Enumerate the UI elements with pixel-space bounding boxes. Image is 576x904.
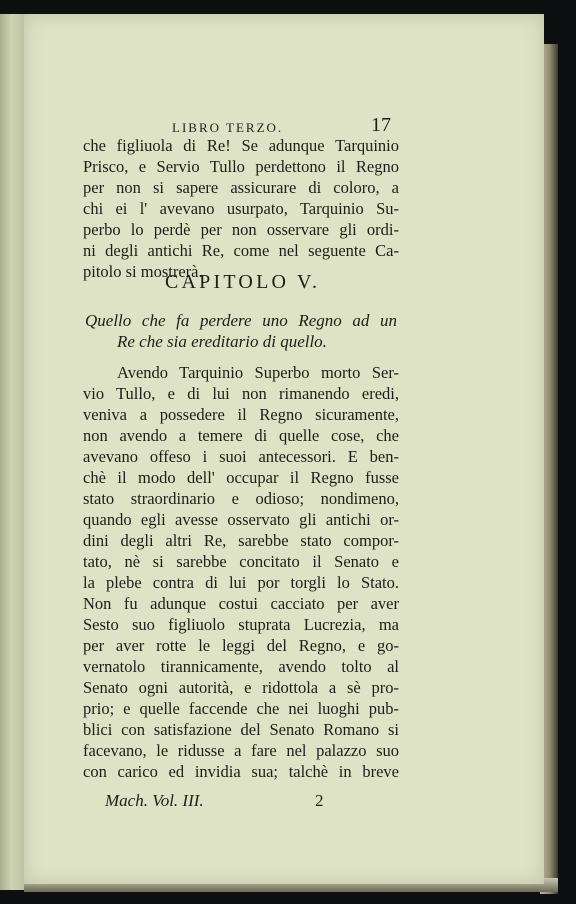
body-line: che figliuola di Re! Se adunque Tarquinio [83, 136, 399, 155]
body-line: perbo lo perdè per non osservare gli ordi- [83, 220, 399, 239]
chapter-subtitle-line: Re che sia ereditario di quello. [117, 332, 327, 351]
body-line: pitolo si mostrerà. [83, 262, 203, 281]
chapter-heading: CAPITOLO V. [165, 271, 321, 293]
body-line: per aver rotte le leggi del Regno, e go- [83, 636, 399, 655]
body-line: ni degli antichi Re, come nel seguente Ca- [83, 241, 399, 260]
body-line: non avendo a temere di quelle cose, che [83, 426, 399, 445]
body-line: Prisco, e Servio Tullo perdettono il Regno [83, 157, 399, 176]
body-line: prio; e quelle faccende che nei luoghi pub- [83, 699, 399, 718]
body-line: dini degli altri Re, sarebbe stato compor- [83, 531, 399, 550]
body-line: avevano offeso i suoi antecessori. E ben- [83, 447, 399, 466]
signature-line: Mach. Vol. III. [105, 791, 204, 810]
book-left-page-edge [0, 14, 27, 890]
body-line: stato straordinario e odioso; nondimeno, [83, 489, 399, 508]
body-line: per non si sapere assicurare di coloro, a [83, 178, 399, 197]
body-line: la plebe contra di lui por torgli lo Stato. [83, 573, 399, 592]
body-line: tato, nè si sarebbe concitato il Senato e [83, 552, 399, 571]
body-line: vernatolo tirannicamente, avendo tolto al [83, 657, 399, 676]
body-line: Avendo Tarquinio Superbo morto Ser- [117, 363, 399, 382]
body-line: vio Tullo, e di lui non rimanendo eredi, [83, 384, 399, 403]
body-line: Non fu adunque costui cacciato per aver [83, 594, 399, 613]
page-number: 17 [371, 114, 391, 136]
body-line: blici con satisfazione del Senato Romano si [83, 720, 399, 739]
body-line: veniva a possedere il Regno sicuramente, [83, 405, 399, 424]
body-line: con carico ed invidia sua; talchè in breve [83, 762, 399, 781]
body-line: chè il modo dell' occupar il Regno fusse [83, 468, 399, 487]
signature-mark: 2 [315, 791, 324, 810]
chapter-subtitle-line: Quello che fa perdere uno Regno ad un [85, 311, 397, 330]
running-head: LIBRO TERZO. [172, 120, 284, 135]
body-line: quando egli avesse osservato gli antichi or- [83, 510, 399, 529]
body-line: facevano, le ridusse a fare nel palazzo suo [83, 741, 399, 760]
body-line: Sesto suo figliuolo stuprata Lucrezia, ma [83, 615, 399, 634]
body-line: Senato ogni autorità, e ridottola a sè pro- [83, 678, 399, 697]
body-line: chi ei l' avevano usurpato, Tarquinio Su- [83, 199, 399, 218]
